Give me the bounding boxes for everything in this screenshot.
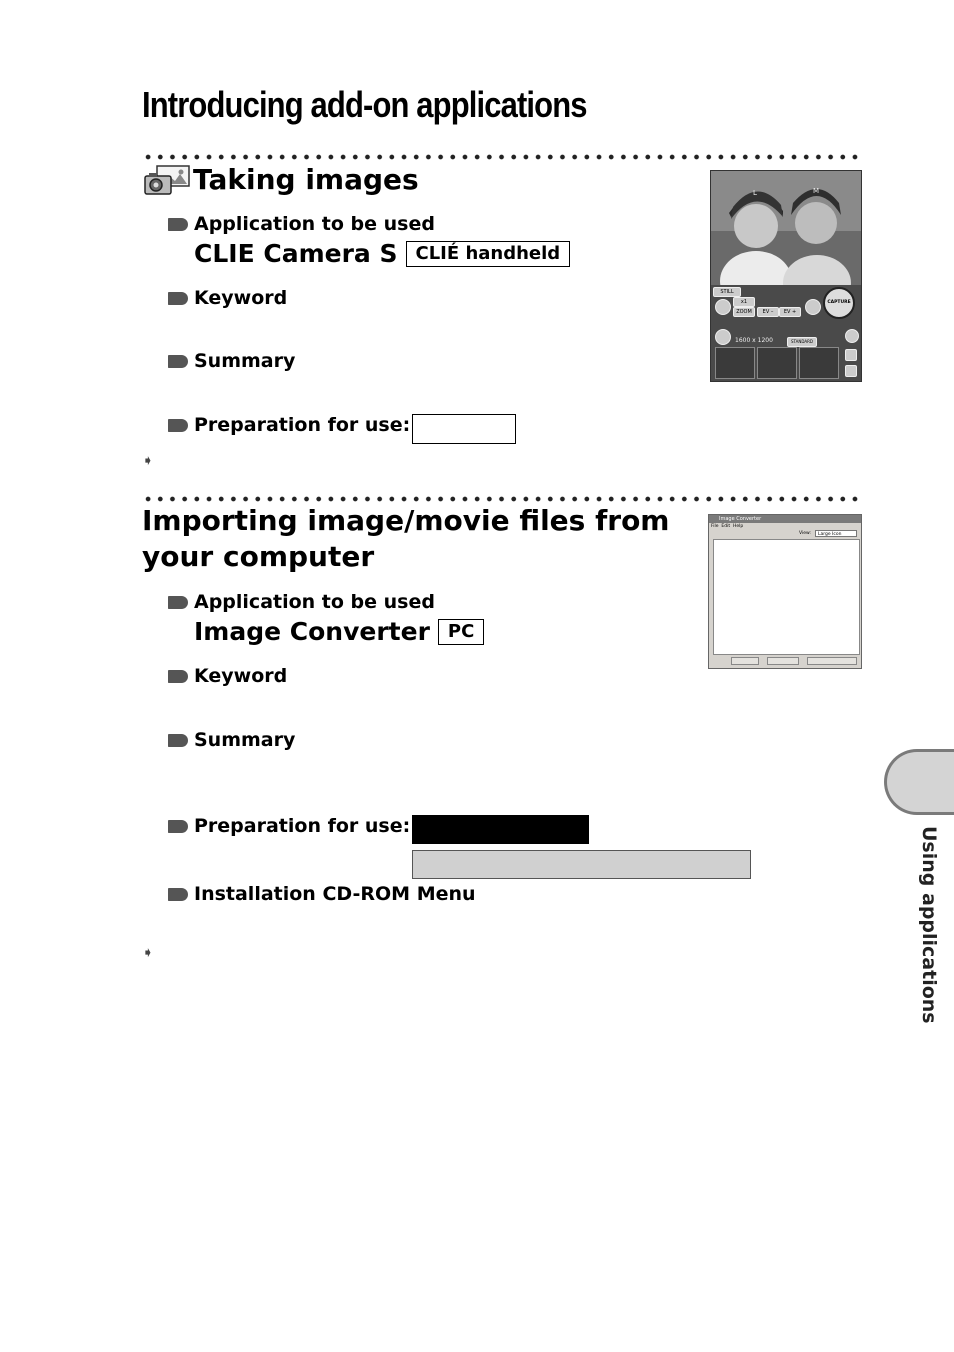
thumbnail[interactable] (715, 347, 755, 379)
file-list-pane[interactable] (713, 539, 860, 655)
settings-icon[interactable] (715, 329, 731, 345)
clie-camera-screenshot (710, 170, 862, 382)
camera-icon (143, 164, 191, 198)
capture-button[interactable]: CAPTURE (823, 287, 855, 319)
bullet-icon (168, 218, 188, 231)
preparation-row (168, 815, 410, 837)
bullet-icon (168, 355, 188, 368)
application-label: Application to be used (194, 591, 435, 613)
summary-label: Summary (194, 729, 296, 751)
menu-item[interactable]: Edit (721, 524, 731, 529)
view-label: View: (799, 531, 811, 536)
svg-text:L: L (753, 189, 757, 197)
ev-plus-button[interactable]: EV + (779, 307, 801, 317)
thumbnail[interactable] (799, 347, 839, 379)
window-title: Image Converter (709, 515, 861, 523)
camera-controls (711, 285, 861, 381)
zoom-value: x1 (733, 297, 755, 307)
mode-icon[interactable] (715, 299, 731, 315)
bullet-icon (168, 670, 188, 683)
keyword-label: Keyword (194, 665, 288, 687)
dotted-divider (142, 154, 860, 160)
view-select[interactable]: Large Icon (815, 530, 857, 537)
trash-icon[interactable] (845, 349, 857, 361)
app-name: CLIE Camera S (194, 239, 398, 268)
flash-icon[interactable] (805, 299, 821, 315)
reference-arrow-icon: ➧ (142, 453, 154, 469)
summary-row (168, 729, 295, 751)
preparation-box (412, 414, 516, 444)
heading-line: your computer (142, 540, 375, 573)
app-label-row (168, 591, 435, 613)
window-button[interactable] (731, 657, 759, 665)
bullet-icon (168, 734, 188, 747)
summary-row (168, 350, 295, 372)
application-label: Application to be used (194, 213, 435, 235)
preparation-box-gray (412, 850, 751, 879)
page-title: Introducing add-on applications (142, 84, 587, 125)
save-icon[interactable] (845, 365, 857, 377)
section-tab (884, 749, 954, 815)
bullet-icon (168, 888, 188, 901)
section-heading-taking-images: Taking images (193, 163, 419, 196)
bullet-icon (168, 292, 188, 305)
heading-line: Importing image/movie files from (142, 504, 670, 537)
keyword-row (168, 665, 287, 687)
thumbnail[interactable] (757, 347, 797, 379)
app-name: Image Converter (194, 617, 430, 646)
window-button[interactable] (807, 657, 857, 665)
app-name-row (194, 617, 484, 646)
preparation-row (168, 414, 410, 436)
keyword-row (168, 287, 287, 309)
summary-label: Summary (194, 350, 296, 372)
review-icon[interactable] (845, 329, 859, 343)
app-label-row (168, 213, 435, 235)
section-heading-importing (142, 503, 669, 575)
reference-arrow-icon: ➧ (142, 945, 154, 961)
keyword-label: Keyword (194, 287, 288, 309)
resolution-text: 1600 x 1200 (735, 337, 773, 344)
install-row (168, 883, 476, 905)
window-button[interactable] (767, 657, 799, 665)
preparation-label: Preparation for use: (194, 815, 411, 837)
ev-minus-button[interactable]: EV – (757, 307, 779, 317)
photo-preview (711, 171, 861, 285)
zoom-button[interactable]: ZOOM (733, 307, 755, 317)
quality-badge: STANDARD (787, 337, 817, 347)
platform-tag: CLIÉ handheld (406, 241, 571, 267)
bullet-icon (168, 820, 188, 833)
bullet-icon (168, 596, 188, 609)
bullet-icon (168, 419, 188, 432)
menu-item[interactable]: File (711, 524, 719, 529)
svg-text:M: M (813, 187, 820, 195)
install-label: Installation CD-ROM Menu (194, 883, 476, 905)
preparation-label: Preparation for use: (194, 414, 411, 436)
dotted-divider (142, 496, 860, 502)
platform-tag: PC (438, 619, 484, 645)
mode-still-button[interactable]: STILL (713, 287, 741, 297)
menu-item[interactable]: Help (733, 524, 744, 529)
app-name-row (194, 239, 570, 268)
menu-bar (711, 524, 743, 529)
preparation-box-black (412, 815, 589, 844)
side-tab-label: Using applications (918, 826, 940, 1024)
image-converter-screenshot (708, 514, 862, 669)
